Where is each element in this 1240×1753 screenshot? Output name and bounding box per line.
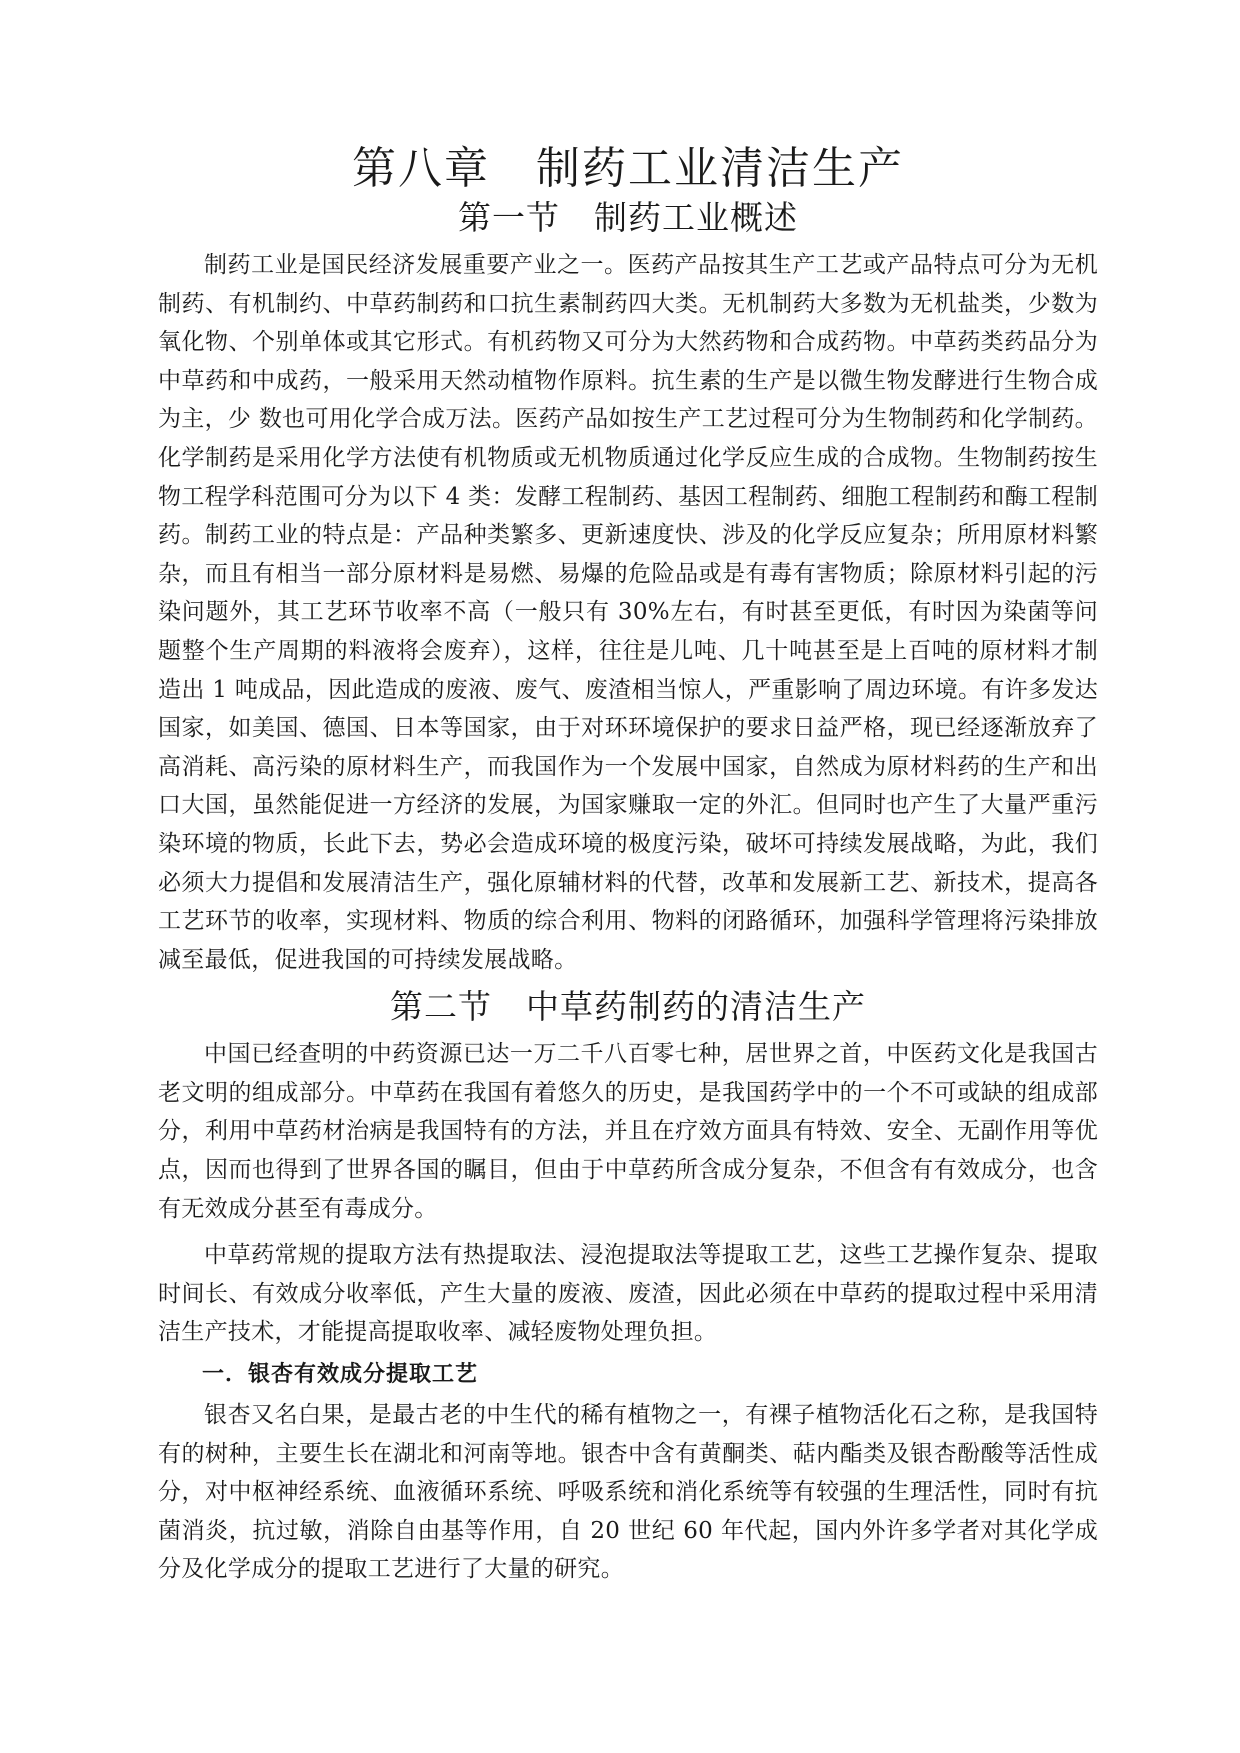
section-2-paragraph-1: 中国已经查明的中药资源已达一万二千八百零七种，居世界之首，中医药文化是我国古老文明的组成部分。中草药在我国有着悠久的历史，是我国药学中的一个不可或缺的组成部分，利用中草药材治病是我国特有的方法，并且在疗效方面具有特效、安全、无副作用等优点，因而也得到了世界各国的瞩目，但由于中草药所含成分复杂，不但含有有效成分，也含有无效成分甚至有毒成分。 (158, 1041, 1098, 1222)
subsection-title-1: 一．银杏有效成分提取工艺 (202, 1362, 479, 1388)
section-1-paragraph-1: 制药工业是国民经济发展重要产业之一。医药产品按其生产工艺或产品特点可分为无机制药、有机制约、中草药制药和口抗生素制药四大类。无机制药大多数为无机盐类，少数为氧化物、个别单体或其它形式。有机药物又可分为大然药物和合成药物。中草药类药品分为中草药和中成药，一般采用天然动植物作原料。抗生素的生产是以微生物发酵进行生物合成为主，少 数也可用化学合成万法。医药产品如按生产工艺过程可分为生物制药和化学制药。化学制药是采用化学方法使有机物质或无机物质通过化学反应生成的合成物。生物制药按生物工程学科范围可分为以下 4 类：发酵工程制药、基因工程制药、细胞工程制药和酶工程制药。制药工业的特点是：产品种类繁多、更新速度快、涉及的化学反应复杂；所用原材料繁杂，而且有相当一部分原材料是易燃、易爆的危险品或是有毒有害物质；除原材料引起的污染问题外，其工艺环节收率不高（一般只有 30%左右，有时甚至更低，有时因为染菌等问题整个生产周期的料液将会废弃），这样，往往是儿吨、几十吨甚至是上百吨的原材料才制造出 1 吨成品，因此造成的废液、废气、废渣相当惊人，严重影响了周边环境。有许多发达国家，如美国、德国、日本等国家，由于对环环境保护的要求日益严格，现已经逐渐放弃了高消耗、高污染的原材料生产，而我国作为一个发展中国家，自然成为原材料药的生产和出口大国，虽然能促进一方经济的发展，为国家赚取一定的外汇。但同时也产生了大量严重污染环境的物质，长此下去，势必会造成环境的极度污染，破坏可持续发展战略，为此，我们必须大力提倡和发展清洁生产，强化原辅材料的代替，改革和发展新工艺、新技术，提高各工艺环节的收率，实现材料、物质的综合利用、物料的闭路循环，加强科学管理将污染排放减至最低，促进我国的可持续发展战略。 (158, 252, 1098, 973)
section-title-2: 第二节 中草药制药的清洁生产 (390, 987, 866, 1027)
subsection-1-paragraph-1: 银杏又名白果，是最古老的中生代的稀有植物之一，有裸子植物活化石之称，是我国特有的树种，主要生长在湖北和河南等地。银杏中含有黄酮类、萜内酯类及银杏酚酸等活性成分，对中枢神经系统、血液循环系统、呼吸系统和消化系统等有较强的生理活性，同时有抗菌消炎，抗过敏，消除自由基等作用，自 20 世纪 60 年代起，国内外许多学者对其化学成分及化学成分的提取工艺进行了大量的研究。 (158, 1402, 1098, 1583)
section-title-1: 第一节 制药工业概述 (458, 198, 798, 237)
section-2-paragraph-2: 中草药常规的提取方法有热提取法、浸泡提取法等提取工艺，这些工艺操作复杂、提取时间长、有效成分收率低，产生大量的废液、废渣，因此必须在中草药的提取过程中采用清洁生产技术，才能提高提取收率、减轻废物处理负担。 (158, 1242, 1098, 1346)
chapter-title: 第八章 制药工业清洁生产 (352, 143, 904, 194)
